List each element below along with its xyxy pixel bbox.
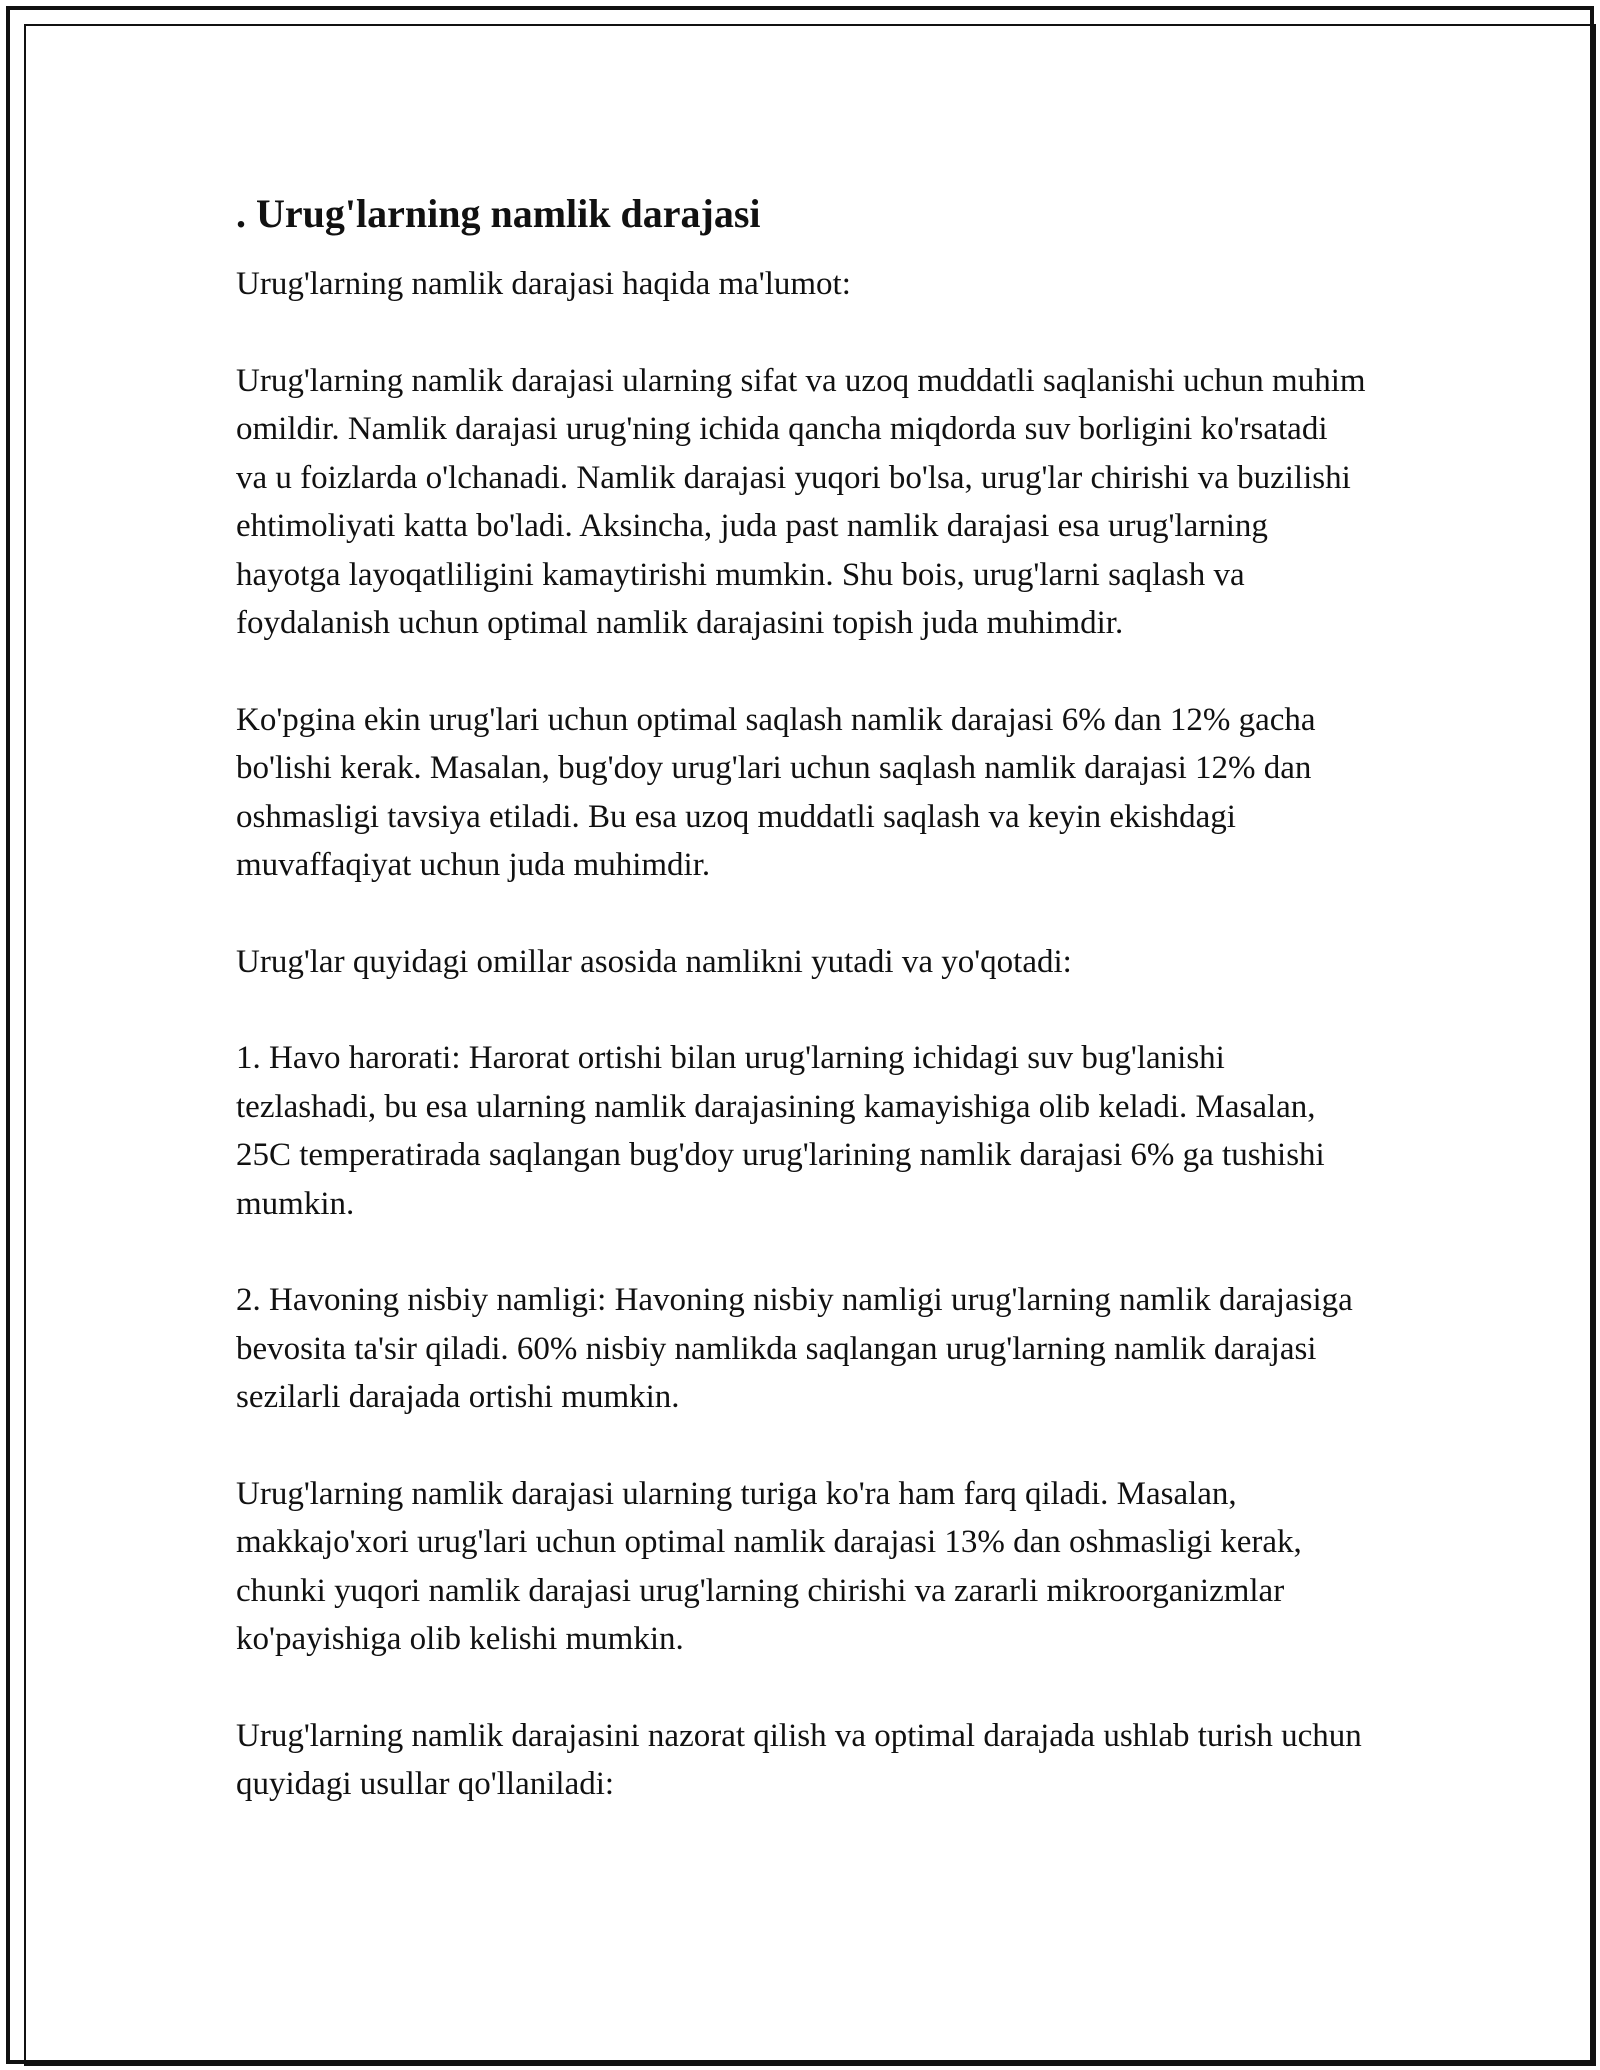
paragraph-factor-temperature: 1. Havo harorati: Harorat ortishi bilan urug'larning ichidagi suv bug'lanishi tezlashadi, bu esa ularning namlik darajasining kamayishiga olib keladi. Masalan, 25C temperatirada saqlangan bug'doy urug'larining namlik darajasi 6% ga tushishi mumkin. [236,1040,1325,1222]
paragraph-factor-humidity: 2. Havoning nisbiy namligi: Havoning nisbiy namligi urug'larning namlik darajasiga bevosita ta'sir qiladi. 60% nisbiy namlikda saqlangan urug'larning namlik darajasi sezilarli darajada ortishi mumkin. [236,1282,1353,1415]
paragraph-importance: Urug'larning namlik darajasi ularning sifat va uzoq muddatli saqlanishi uchun muhim omildir. Namlik darajasi urug'ning ichida qancha miqdorda suv borligini ko'rsatadi va u foizlarda o'lchanadi. Namlik darajasi yuqori bo'lsa, urug'lar chirishi va buzilishi ehtimoliyati katta bo'ladi. Aksincha, juda past namlik darajasi esa urug'larning hayotga layoqatliligini kamaytirishi mumkin. Shu bois, urug'larni saqlash va foydalanish uchun optimal namlik darajasini topish juda muhimdir. [236,362,1366,641]
paragraph-control-methods: Urug'larning namlik darajasini nazorat qilish va optimal darajada ushlab turish uchun quyidagi usullar qo'llaniladi: [236,1717,1362,1802]
paragraph-intro: Urug'larning namlik darajasi haqida ma'lumot: [236,266,851,302]
document-title: . Urug'larning namlik darajasi [236,191,761,236]
paragraph-factors-intro: Urug'lar quyidagi omillar asosida namlikni yutadi va yo'qotadi: [236,943,1072,980]
paragraph-seed-type: Urug'larning namlik darajasi ularning turiga ko'ra ham farq qiladi. Masalan, makkajo'xori urug'lari uchun optimal namlik darajasi 13% dan oshmasligi kerak, chunki yuqori namlik darajasi urug'larning chirishi va zararli mikroorganizmlar ko'payishiga olib kelishi mumkin. [236,1475,1302,1657]
document-body [236,188,1366,1857]
paragraph-optimal-levels: Ko'pgina ekin urug'lari uchun optimal saqlash namlik darajasi 6% dan 12% gacha bo'lishi kerak. Masalan, bug'doy urug'lari uchun saqlash namlik darajasi 12% dan oshmasligi tavsiya etiladi. Bu esa uzoq muddatli saqlash va keyin ekishdagi muvaffaqiyat uchun juda muhimdir. [236,701,1316,883]
